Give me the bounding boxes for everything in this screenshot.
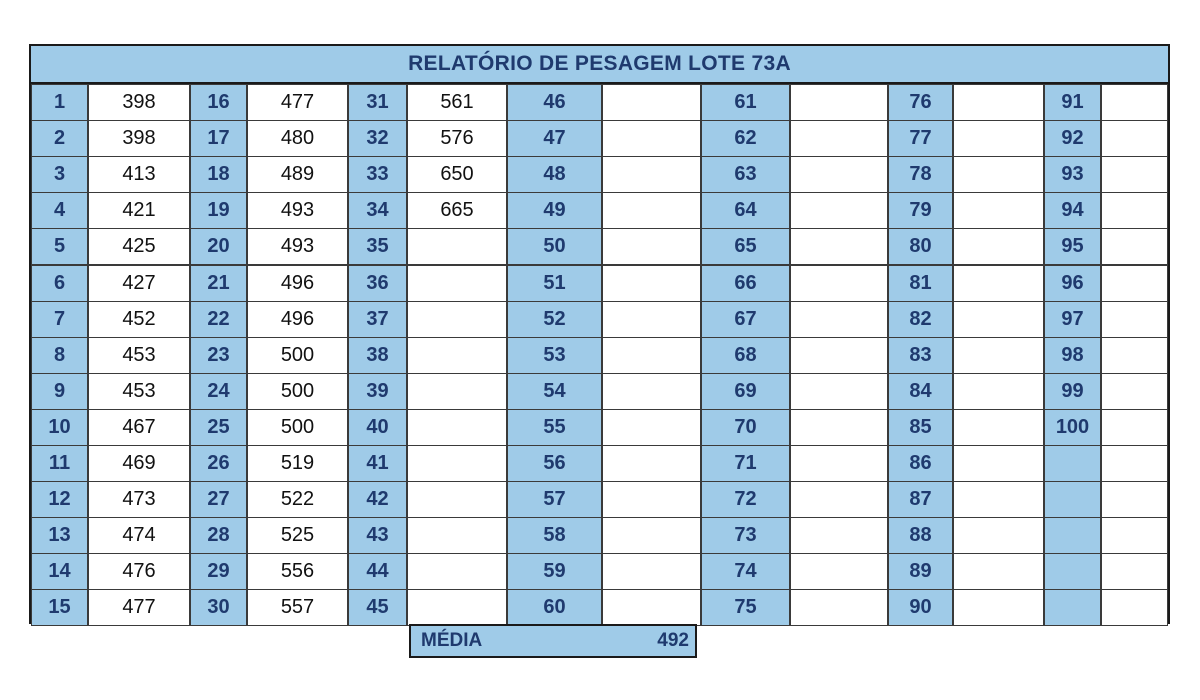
item-number-cell: 27 [190,481,247,518]
weight-cell: 500 [247,409,348,446]
item-number-cell: 72 [701,481,790,518]
weight-cell [602,120,701,157]
item-number-cell [1044,589,1101,626]
weight-cell [1101,228,1168,265]
item-number-cell: 99 [1044,373,1101,410]
item-number-cell: 3 [31,156,88,193]
item-number-cell [1044,553,1101,590]
item-number-cell: 22 [190,301,247,338]
item-number-cell: 74 [701,553,790,590]
item-number-cell: 69 [701,373,790,410]
weights-grid [31,84,1168,622]
weight-cell [790,228,888,265]
weight-cell [1101,481,1168,518]
weight-cell [407,337,507,374]
weight-cell: 557 [247,589,348,626]
item-number-cell: 30 [190,589,247,626]
item-number-cell: 21 [190,265,247,302]
item-number-cell: 32 [348,120,407,157]
item-number-cell: 36 [348,265,407,302]
item-number-cell: 41 [348,445,407,482]
item-number-cell: 88 [888,517,953,554]
item-number-cell: 97 [1044,301,1101,338]
item-number-cell: 52 [507,301,602,338]
weight-cell [1101,120,1168,157]
weight-cell [953,84,1044,121]
item-number-cell: 25 [190,409,247,446]
weight-cell [953,589,1044,626]
weight-cell [407,301,507,338]
weight-cell [953,265,1044,302]
item-number-cell: 26 [190,445,247,482]
weight-cell [790,156,888,193]
weight-cell [1101,301,1168,338]
weight-cell: 467 [88,409,190,446]
weight-cell: 425 [88,228,190,265]
weight-cell [1101,337,1168,374]
item-number-cell: 8 [31,337,88,374]
item-number-cell: 91 [1044,84,1101,121]
weight-cell [407,553,507,590]
item-number-cell: 19 [190,192,247,229]
weight-cell: 525 [247,517,348,554]
weight-cell [953,120,1044,157]
item-number-cell: 75 [701,589,790,626]
item-number-cell: 66 [701,265,790,302]
weight-cell: 452 [88,301,190,338]
weight-cell [790,301,888,338]
weight-cell [953,337,1044,374]
item-number-cell: 77 [888,120,953,157]
weight-cell: 453 [88,337,190,374]
weight-cell [602,445,701,482]
weight-cell [407,265,507,302]
weight-cell: 496 [247,301,348,338]
item-number-cell: 13 [31,517,88,554]
weight-cell [953,373,1044,410]
weight-cell [790,192,888,229]
item-number-cell: 40 [348,409,407,446]
item-number-cell: 59 [507,553,602,590]
average-label: MÉDIA [421,630,483,651]
weight-cell [602,481,701,518]
weight-cell: 500 [247,337,348,374]
item-number-cell: 58 [507,517,602,554]
weight-cell [602,373,701,410]
weight-cell [1101,589,1168,626]
weight-cell [953,192,1044,229]
item-number-cell: 46 [507,84,602,121]
weight-cell: 493 [247,192,348,229]
item-number-cell: 38 [348,337,407,374]
weight-cell [602,337,701,374]
item-number-cell: 51 [507,265,602,302]
item-number-cell: 73 [701,517,790,554]
weight-cell [602,84,701,121]
item-number-cell: 16 [190,84,247,121]
item-number-cell: 42 [348,481,407,518]
weight-cell: 453 [88,373,190,410]
weight-cell: 413 [88,156,190,193]
item-number-cell: 31 [348,84,407,121]
item-number-cell: 49 [507,192,602,229]
item-number-cell: 34 [348,192,407,229]
item-number-cell: 64 [701,192,790,229]
item-number-cell: 33 [348,156,407,193]
item-number-cell: 68 [701,337,790,374]
weight-cell [953,228,1044,265]
item-number-cell: 80 [888,228,953,265]
item-number-cell: 57 [507,481,602,518]
weight-cell: 665 [407,192,507,229]
item-number-cell: 95 [1044,228,1101,265]
item-number-cell: 65 [701,228,790,265]
item-number-cell: 93 [1044,156,1101,193]
weight-cell [790,120,888,157]
weight-cell: 576 [407,120,507,157]
weight-cell [407,589,507,626]
item-number-cell: 63 [701,156,790,193]
item-number-cell: 18 [190,156,247,193]
item-number-cell: 87 [888,481,953,518]
weight-cell [790,84,888,121]
item-number-cell: 50 [507,228,602,265]
weight-cell [790,373,888,410]
item-number-cell: 47 [507,120,602,157]
item-number-cell: 1 [31,84,88,121]
weight-cell: 477 [247,84,348,121]
item-number-cell: 29 [190,553,247,590]
item-number-cell: 11 [31,445,88,482]
item-number-cell: 15 [31,589,88,626]
item-number-cell: 85 [888,409,953,446]
item-number-cell: 86 [888,445,953,482]
weight-cell: 496 [247,265,348,302]
item-number-cell: 6 [31,265,88,302]
weight-cell [407,228,507,265]
item-number-cell [1044,481,1101,518]
item-number-cell: 61 [701,84,790,121]
item-number-cell: 23 [190,337,247,374]
weight-cell [790,553,888,590]
weight-cell [602,228,701,265]
average-summary [409,624,697,658]
weight-cell [602,589,701,626]
weight-cell [1101,517,1168,554]
weight-cell: 427 [88,265,190,302]
weight-cell [407,373,507,410]
item-number-cell: 70 [701,409,790,446]
item-number-cell: 43 [348,517,407,554]
weight-cell [602,553,701,590]
item-number-cell: 54 [507,373,602,410]
weight-cell [953,553,1044,590]
weight-cell [1101,553,1168,590]
weight-cell [407,445,507,482]
weight-cell: 493 [247,228,348,265]
weight-cell [790,589,888,626]
weight-cell [602,192,701,229]
item-number-cell: 56 [507,445,602,482]
weight-cell: 473 [88,481,190,518]
weight-cell [953,517,1044,554]
item-number-cell: 45 [348,589,407,626]
weight-cell: 519 [247,445,348,482]
weight-cell: 476 [88,553,190,590]
item-number-cell: 10 [31,409,88,446]
average-value: 492 [657,630,689,651]
weight-cell [602,517,701,554]
weight-cell: 398 [88,84,190,121]
item-number-cell: 35 [348,228,407,265]
item-number-cell: 20 [190,228,247,265]
item-number-cell: 84 [888,373,953,410]
item-number-cell: 12 [31,481,88,518]
item-number-cell: 7 [31,301,88,338]
item-number-cell: 76 [888,84,953,121]
item-number-cell: 98 [1044,337,1101,374]
item-number-cell: 60 [507,589,602,626]
weight-cell: 469 [88,445,190,482]
item-number-cell: 100 [1044,409,1101,446]
weight-cell [407,517,507,554]
weight-cell [602,409,701,446]
weight-cell [602,301,701,338]
item-number-cell: 5 [31,228,88,265]
weight-cell: 556 [247,553,348,590]
item-number-cell: 53 [507,337,602,374]
weight-cell [1101,192,1168,229]
item-number-cell: 14 [31,553,88,590]
item-number-cell: 37 [348,301,407,338]
weight-cell: 480 [247,120,348,157]
item-number-cell: 2 [31,120,88,157]
weight-cell: 398 [88,120,190,157]
weight-cell: 474 [88,517,190,554]
item-number-cell [1044,445,1101,482]
item-number-cell: 24 [190,373,247,410]
weight-cell [953,409,1044,446]
item-number-cell: 48 [507,156,602,193]
item-number-cell: 83 [888,337,953,374]
weight-cell [953,445,1044,482]
weight-cell: 421 [88,192,190,229]
weight-cell: 489 [247,156,348,193]
item-number-cell: 94 [1044,192,1101,229]
item-number-cell [1044,517,1101,554]
item-number-cell: 39 [348,373,407,410]
weight-cell [790,265,888,302]
weighing-report-table [29,44,1170,624]
weight-cell [1101,409,1168,446]
item-number-cell: 62 [701,120,790,157]
weight-cell [1101,84,1168,121]
item-number-cell: 55 [507,409,602,446]
weight-cell [1101,265,1168,302]
item-number-cell: 44 [348,553,407,590]
weight-cell [1101,373,1168,410]
weight-cell: 477 [88,589,190,626]
item-number-cell: 78 [888,156,953,193]
weight-cell [790,517,888,554]
weight-cell: 650 [407,156,507,193]
weight-cell [1101,445,1168,482]
weight-cell [953,301,1044,338]
item-number-cell: 81 [888,265,953,302]
weight-cell [790,337,888,374]
weight-cell: 522 [247,481,348,518]
item-number-cell: 89 [888,553,953,590]
item-number-cell: 28 [190,517,247,554]
item-number-cell: 96 [1044,265,1101,302]
report-title: RELATÓRIO DE PESAGEM LOTE 73A [31,46,1168,84]
weight-cell [790,445,888,482]
item-number-cell: 92 [1044,120,1101,157]
weight-cell [790,481,888,518]
item-number-cell: 17 [190,120,247,157]
item-number-cell: 9 [31,373,88,410]
weight-cell [407,409,507,446]
weight-cell [602,265,701,302]
item-number-cell: 79 [888,192,953,229]
item-number-cell: 67 [701,301,790,338]
weight-cell: 561 [407,84,507,121]
item-number-cell: 90 [888,589,953,626]
weight-cell [953,156,1044,193]
item-number-cell: 82 [888,301,953,338]
item-number-cell: 4 [31,192,88,229]
weight-cell [407,481,507,518]
weight-cell [953,481,1044,518]
weight-cell [1101,156,1168,193]
weight-cell [790,409,888,446]
weight-cell: 500 [247,373,348,410]
weight-cell [602,156,701,193]
item-number-cell: 71 [701,445,790,482]
